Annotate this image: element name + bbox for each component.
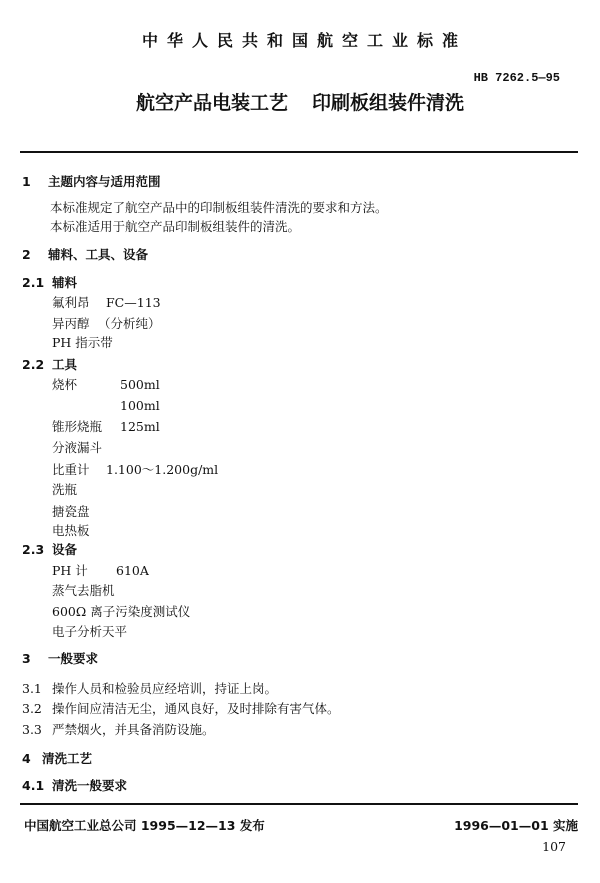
list-item <box>52 297 161 310</box>
title-part-2: 印刷板组装件清洗 <box>312 92 465 114</box>
section-2-heading <box>22 249 148 262</box>
section-title: 清洗一般要求 <box>52 778 128 793</box>
section-number: 1 <box>22 174 31 189</box>
page-number: 107 <box>542 839 566 854</box>
section-number: 2 <box>22 247 31 262</box>
list-item: 洗瓶 <box>52 482 78 497</box>
item-name: 氟利昂 <box>52 295 90 310</box>
list-item: 600Ω 离子污染度测试仪 <box>52 604 191 619</box>
section-2-1-heading <box>22 277 77 290</box>
section-2-3-heading <box>22 544 77 557</box>
section-title: 工具 <box>52 357 78 372</box>
clause-3-1 <box>22 683 277 696</box>
section-title: 设备 <box>52 542 78 557</box>
section-number: 3 <box>22 651 31 666</box>
section-title: 一般要求 <box>48 651 99 666</box>
section-number: 2.1 <box>22 275 45 290</box>
section-title: 辅料 <box>52 275 78 290</box>
list-item <box>52 464 218 477</box>
item-spec: 125ml <box>120 419 160 434</box>
standard-org-title: 中华人民共和国航空工业标准 <box>141 31 467 50</box>
list-item: 100ml <box>120 398 160 413</box>
item-name: 烧杯 <box>52 377 78 392</box>
section-2-2-heading <box>22 359 77 372</box>
section-3-heading <box>22 653 98 666</box>
clause-text: 操作间应清洁无尘，通风良好，及时排除有害气体。 <box>52 701 340 716</box>
item-spec: FC—113 <box>106 295 161 310</box>
clause-text: 严禁烟火，并具备消防设施。 <box>52 722 215 737</box>
item-name: PH 计 <box>52 563 88 578</box>
document-title <box>0 94 600 113</box>
item-name: 异丙醇 <box>52 316 90 331</box>
list-item <box>52 379 160 392</box>
list-item: 电热板 <box>52 523 90 538</box>
section-title: 辅料、工具、设备 <box>48 247 149 262</box>
section-4-heading <box>22 753 92 766</box>
list-item <box>52 318 161 331</box>
clause-3-3 <box>22 724 215 737</box>
section-1-para-2: 本标准适用于航空产品印制板组装件的清洗。 <box>50 219 301 234</box>
item-name: 锥形烧瓶 <box>52 419 103 434</box>
item-spec: 1.100～1.200g/ml <box>106 462 219 477</box>
section-1-para-1: 本标准规定了航空产品中的印制板组装件清洗的要求和方法。 <box>50 200 388 215</box>
section-1-heading <box>22 176 161 189</box>
section-title: 主题内容与适用范围 <box>48 174 161 189</box>
list-item <box>52 421 160 434</box>
clause-3-2 <box>22 703 340 716</box>
clause-number: 3.1 <box>22 681 42 696</box>
section-number: 4 <box>22 751 31 766</box>
section-number: 2.3 <box>22 542 45 557</box>
item-spec: （分析纯） <box>98 316 161 331</box>
clause-number: 3.3 <box>22 722 42 737</box>
item-spec: 500ml <box>120 377 160 392</box>
list-item: 蒸气去脂机 <box>52 583 115 598</box>
list-item: 分液漏斗 <box>52 440 103 455</box>
section-number: 2.2 <box>22 357 45 372</box>
clause-number: 3.2 <box>22 701 42 716</box>
standard-code: HB 7262.5—95 <box>473 71 560 85</box>
item-spec: 610A <box>116 563 149 578</box>
list-item: 电子分析天平 <box>52 624 128 639</box>
section-number: 4.1 <box>22 778 45 793</box>
clause-text: 操作人员和检验员应经培训，持证上岗。 <box>52 681 278 696</box>
list-item: 搪瓷盘 <box>52 504 90 519</box>
item-name: 比重计 <box>52 462 90 477</box>
list-item <box>52 565 149 578</box>
top-rule <box>20 151 578 153</box>
issuer-line: 中国航空工业总公司 1995—12—13 发布 <box>24 818 265 833</box>
title-part-1: 航空产品电装工艺 <box>135 92 288 114</box>
effective-date: 1996—01—01 实施 <box>454 818 578 833</box>
section-title: 清洗工艺 <box>42 751 93 766</box>
list-item: PH 指示带 <box>52 335 113 350</box>
section-4-1-heading <box>22 780 127 793</box>
bottom-rule <box>20 803 578 805</box>
